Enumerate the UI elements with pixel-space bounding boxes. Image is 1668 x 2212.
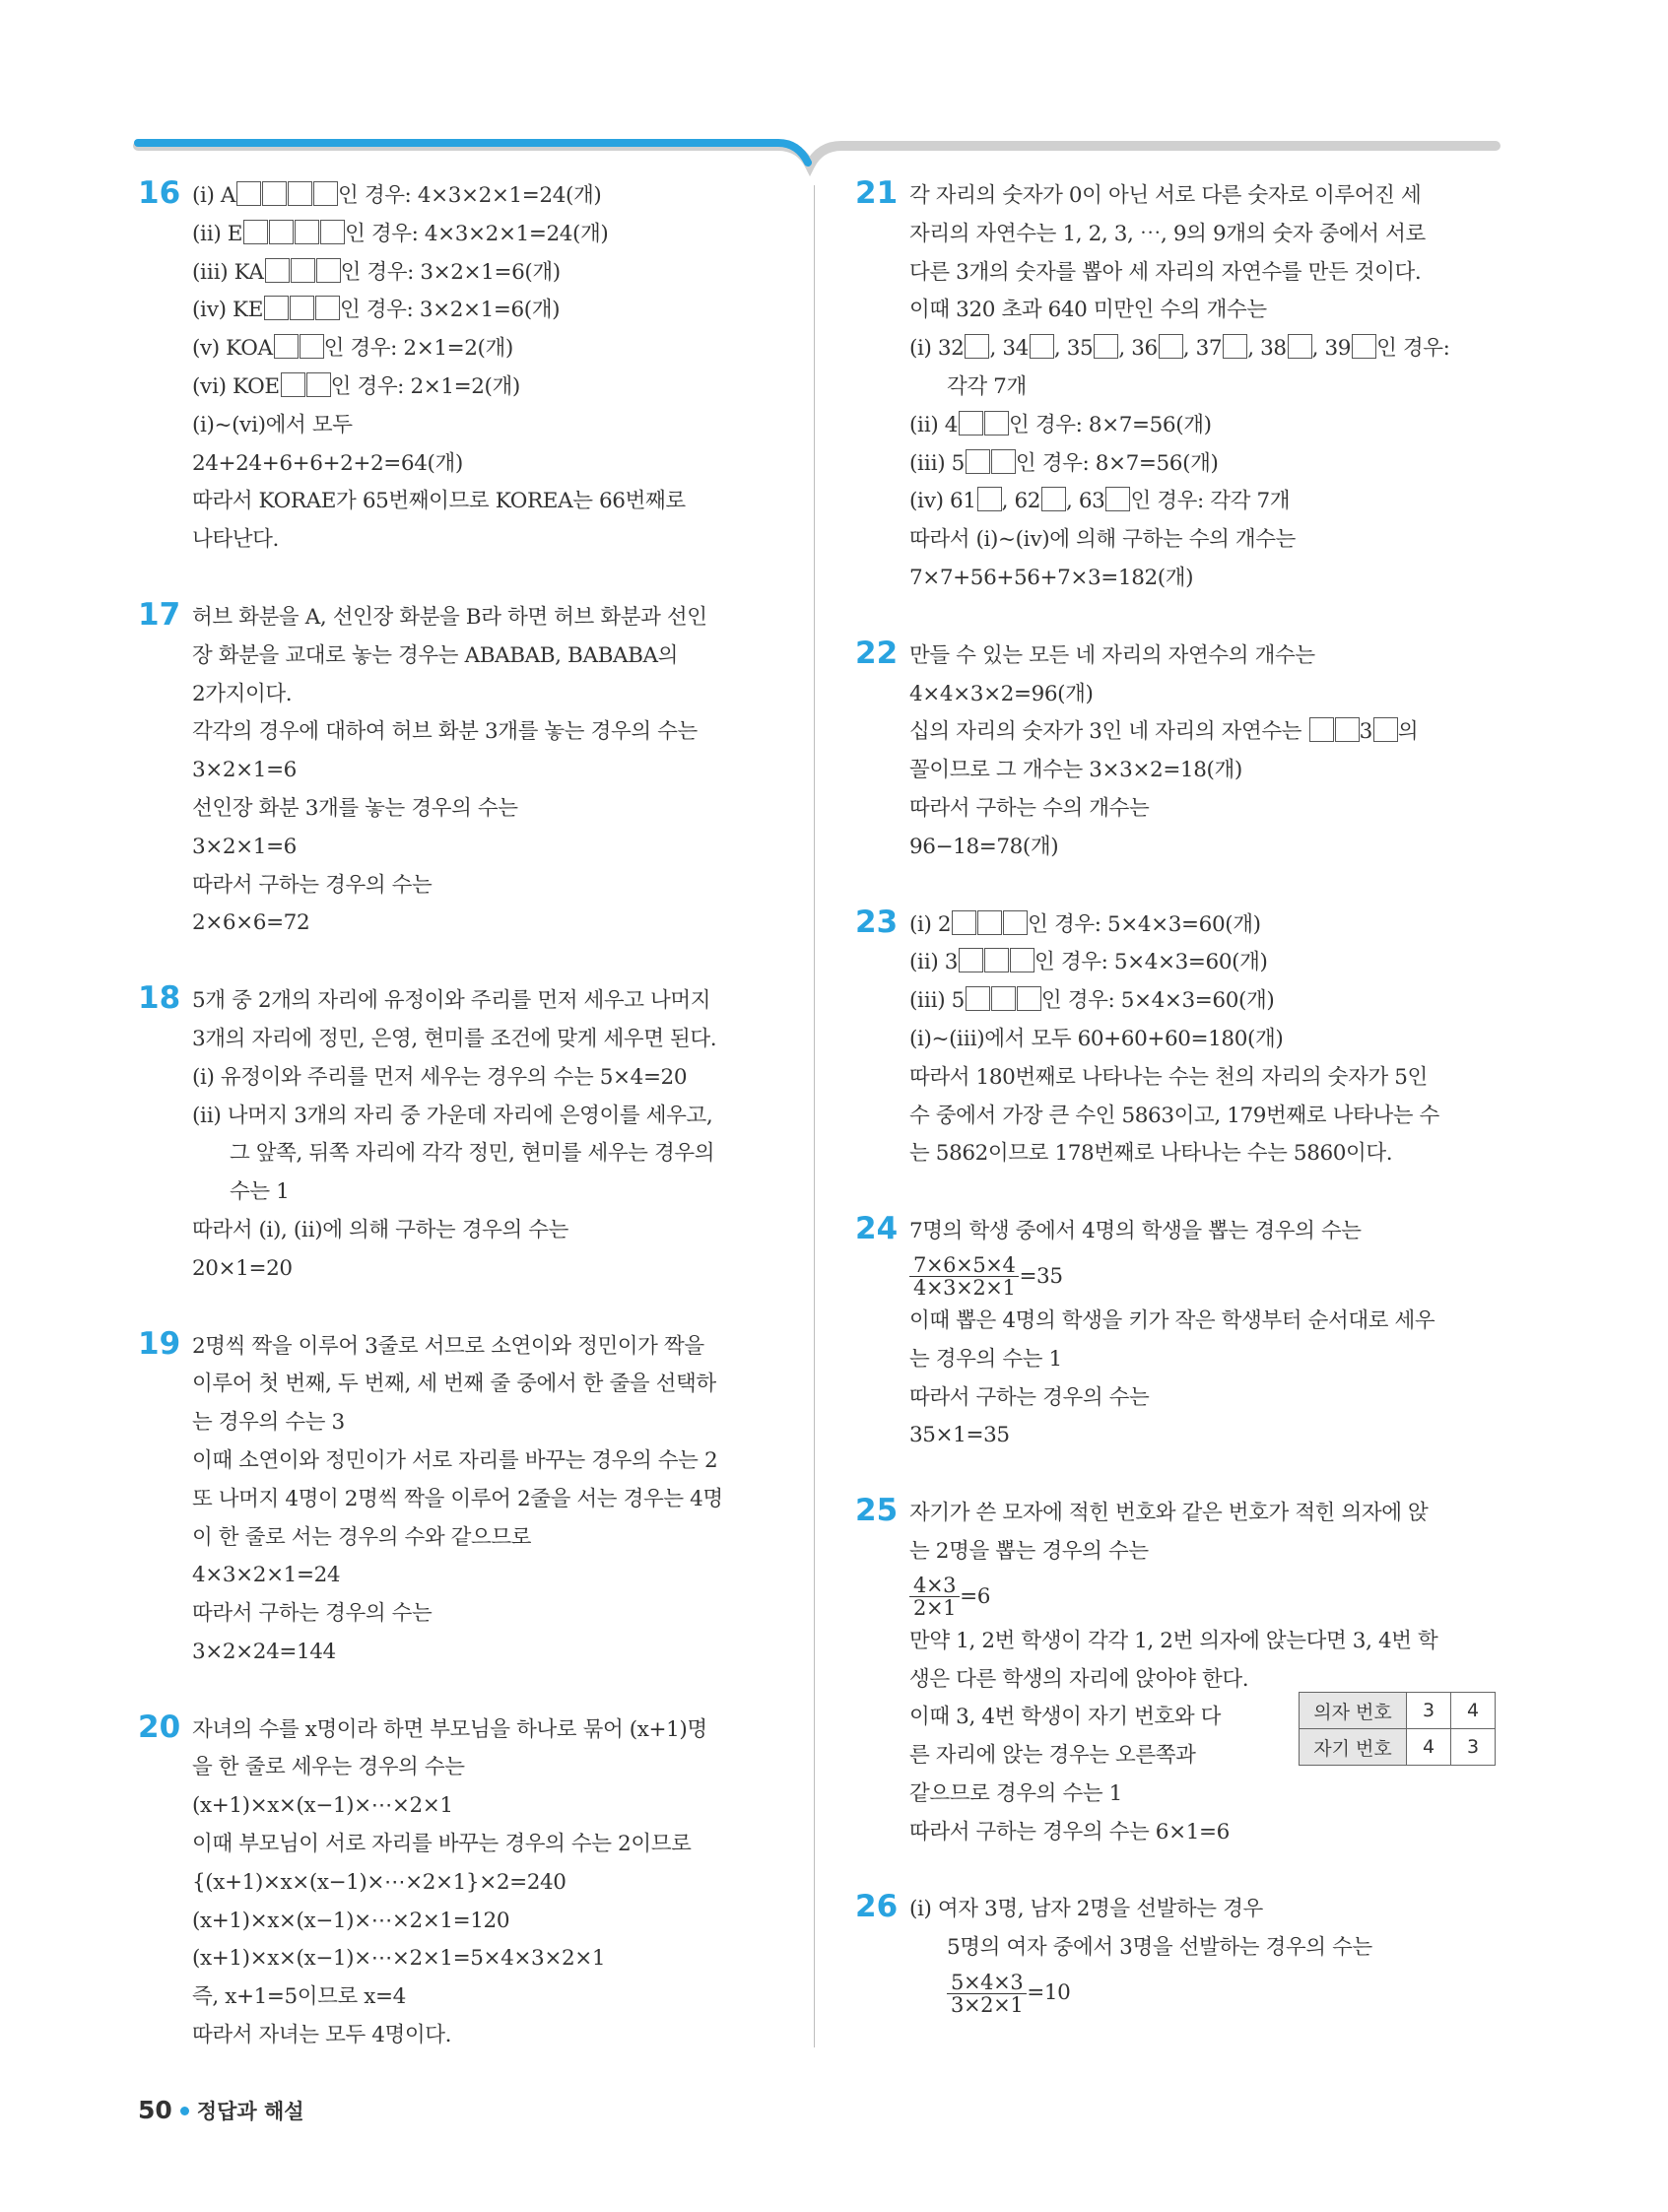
problem-22 — [855, 637, 1496, 867]
blank-box — [1288, 334, 1312, 359]
text-line — [192, 483, 778, 521]
text-span: (ⅵ) KOE — [192, 373, 280, 399]
text-span: 이때 부모님이 서로 자리를 바꾸는 경우의 수는 2이므로 — [192, 1832, 692, 1857]
text-span: 따라서 구하는 경우의 수는 6×1=6 — [909, 1819, 1230, 1844]
text-span: 같으므로 경우의 수는 1 — [909, 1780, 1122, 1806]
text-span: 인 경우: 4×3×2×1=24(개) — [338, 183, 602, 208]
text-line — [192, 407, 778, 445]
problem-number: 26 — [855, 1889, 899, 1925]
blank-box — [1094, 334, 1118, 359]
text-line — [192, 1903, 778, 1941]
seat-table — [1299, 1692, 1496, 1766]
blank-box — [952, 910, 976, 935]
text-span: 5개 중 2개의 자리에 유정이와 주리를 먼저 세우고 나머지 — [192, 988, 711, 1014]
text-span: 인 경우: 4×3×2×1=24(개) — [345, 221, 609, 246]
text-span: 수는 1 — [230, 1179, 290, 1205]
text-line — [192, 1519, 778, 1558]
text-line — [909, 752, 1496, 790]
column-divider — [814, 185, 815, 2047]
blank-box — [984, 411, 1009, 436]
blank-box — [1105, 487, 1130, 511]
numerator: 4×3 — [909, 1575, 960, 1597]
text-span: 장 화분을 교대로 놓는 경우는 ABABAB, BABABA의 — [192, 642, 678, 668]
blank-box — [264, 296, 289, 320]
text-line — [909, 944, 1496, 982]
fraction — [909, 1254, 1019, 1299]
text-span: 만약 1, 2번 학생이 각각 1, 2번 의자에 앉는다면 3, 4번 학 — [909, 1628, 1438, 1653]
text-span: (ⅲ) 5 — [909, 988, 965, 1014]
text-span: , 35 — [1053, 336, 1094, 362]
text-span: , 63 — [1066, 489, 1105, 514]
text-span: 3×2×1=6 — [192, 834, 297, 859]
problem-number: 20 — [138, 1709, 181, 1745]
text-line — [909, 1776, 1496, 1814]
text-line — [192, 369, 778, 407]
problem-number: 23 — [855, 904, 899, 940]
text-line — [192, 1481, 778, 1519]
text-line — [909, 445, 1496, 484]
text-line — [909, 982, 1496, 1021]
text-line — [192, 867, 778, 905]
text-span: 을 한 줄로 세우는 경우의 수는 — [192, 1755, 465, 1780]
blank-box — [966, 986, 990, 1011]
text-span: 3개의 자리에 정민, 은영, 현미를 조건에 맞게 세우면 된다. — [192, 1026, 717, 1051]
text-span: , 39 — [1311, 336, 1352, 362]
blank-box — [991, 449, 1016, 474]
text-span: 3×2×24=144 — [192, 1639, 336, 1664]
text-line — [909, 560, 1496, 598]
text-line — [909, 483, 1496, 521]
blank-box — [1017, 986, 1041, 1011]
denominator: 3×2×1 — [951, 1992, 1024, 2017]
text-line — [909, 1059, 1496, 1098]
text-span: 4×4×3×2=96(개) — [909, 681, 1094, 706]
header-decoration — [0, 0, 1668, 197]
text-span: (ⅱ) 4 — [909, 412, 959, 437]
blank-box — [236, 181, 261, 206]
blank-box — [288, 181, 312, 206]
text-span: (ⅰ) 유정이와 주리를 먼저 세우는 경우의 수는 5×4=20 — [192, 1064, 688, 1090]
blank-box — [1041, 487, 1066, 511]
problem-24 — [855, 1213, 1496, 1455]
text-line — [909, 177, 1496, 216]
text-line — [909, 1135, 1496, 1173]
text-line — [909, 1814, 1496, 1852]
text-span: 이때 소연이와 정민이가 서로 자리를 바꾸는 경우의 수는 2 — [192, 1447, 718, 1473]
problem-number: 22 — [855, 635, 899, 671]
blank-box — [262, 181, 287, 206]
text-line — [909, 1495, 1496, 1533]
text-span: 따라서 구하는 경우의 수는 — [192, 1601, 433, 1627]
text-span: 이 한 줄로 서는 경우의 수와 같으므로 — [192, 1524, 532, 1550]
blank-box — [1223, 334, 1247, 359]
text-line — [909, 829, 1496, 867]
text-span: 따라서 자녀는 모두 4명이다. — [192, 2023, 452, 2048]
table-cell: 4 — [1451, 1693, 1496, 1729]
text-span: 7명의 학생 중에서 4명의 학생을 뽑는 경우의 수는 — [909, 1219, 1362, 1244]
table-cell: 4 — [1407, 1729, 1451, 1766]
text-span: , 62 — [1001, 489, 1041, 514]
text-span: 인 경우: 3×2×1=6(개) — [340, 298, 561, 323]
text-span: 각 자리의 숫자가 0이 아닌 서로 다른 숫자로 이루어진 세 — [909, 183, 1422, 208]
text-line — [909, 1623, 1496, 1661]
text-line — [192, 445, 778, 484]
text-span: 자녀의 수를 x명이라 하면 부모님을 하나로 묶어 (x+1)명 — [192, 1716, 707, 1742]
text-span: (ⅴ) KOA — [192, 336, 273, 362]
text-line — [192, 1595, 778, 1634]
text-span: 5명의 여자 중에서 3명을 선발하는 경우의 수는 — [947, 1935, 1372, 1961]
blank-box — [316, 258, 341, 283]
text-line — [909, 790, 1496, 829]
text-span: 96−18=78(개) — [909, 834, 1059, 859]
text-span: 수 중에서 가장 큰 수인 5863이고, 179번째로 나타나는 수 — [909, 1103, 1439, 1128]
text-line — [909, 1417, 1496, 1455]
text-line — [909, 1533, 1496, 1572]
blank-box — [295, 220, 319, 244]
problem-25 — [855, 1495, 1496, 1851]
text-line — [192, 1978, 778, 2017]
text-line — [192, 637, 778, 676]
denominator: 4×3×2×1 — [913, 1276, 1016, 1301]
text-line — [192, 1557, 778, 1595]
text-span: , 36 — [1118, 336, 1158, 362]
blank-box — [959, 411, 983, 436]
text-span: 24+24+6+6+2+2=64(개) — [192, 450, 463, 476]
text-line — [909, 254, 1496, 293]
text-line — [192, 713, 778, 752]
text-span: 인 경우: 5×4×3=60(개) — [1028, 911, 1261, 937]
bullet-icon — [180, 2107, 189, 2115]
text-line — [192, 521, 778, 560]
blank-box — [977, 487, 1002, 511]
text-span: (ⅰ) A — [192, 183, 236, 208]
blank-box — [274, 334, 299, 359]
text-span: (x+1)×x×(x−1)×⋯×2×1 — [192, 1793, 453, 1819]
right-column — [855, 177, 1496, 2058]
text-line — [192, 829, 778, 867]
text-span: (ⅲ) KA — [192, 259, 264, 285]
denominator: 2×1 — [913, 1596, 957, 1621]
problem-number: 25 — [855, 1493, 899, 1529]
text-line — [909, 521, 1496, 560]
text-line — [909, 1251, 1496, 1303]
problem-18 — [138, 982, 778, 1288]
text-span: (ⅰ) 2 — [909, 911, 952, 937]
text-line — [909, 1303, 1496, 1341]
text-line — [192, 1634, 778, 1672]
text-line — [192, 216, 778, 254]
text-line — [909, 906, 1496, 945]
text-span: 따라서 구하는 경우의 수는 — [909, 1384, 1150, 1410]
text-span: 인 경우: — [1376, 336, 1450, 362]
footer-label: 정답과 해설 — [196, 2100, 304, 2123]
text-line — [192, 1212, 778, 1250]
text-span: 인 경우: 2×1=2(개) — [323, 336, 513, 362]
text-span: (ⅰ) 여자 3명, 남자 2명을 선발하는 경우 — [909, 1897, 1263, 1922]
text-line — [909, 292, 1496, 330]
text-line — [909, 1021, 1496, 1059]
text-line — [192, 752, 778, 790]
text-span: 20×1=20 — [192, 1255, 293, 1281]
blank-box — [1352, 334, 1376, 359]
blank-box — [243, 220, 268, 244]
text-line — [909, 1891, 1496, 1929]
text-span: (ⅱ) 나머지 3개의 자리 중 가운데 자리에 은영이를 세우고, — [192, 1103, 713, 1128]
text-span: (ⅳ) 61 — [909, 489, 976, 514]
text-line — [909, 1968, 1496, 2019]
problem-number: 17 — [138, 596, 181, 633]
text-line — [192, 1366, 778, 1404]
text-span: (x+1)×x×(x−1)×⋯×2×1=120 — [192, 1908, 510, 1933]
text-line — [192, 982, 778, 1021]
text-span: 따라서 180번째로 나타나는 수는 천의 자리의 숫자가 5인 — [909, 1064, 1428, 1090]
text-span: {(x+1)×x×(x−1)×⋯×2×1}×2=240 — [192, 1869, 567, 1895]
text-span: 는 경우의 수는 3 — [192, 1410, 345, 1436]
text-span: 2명씩 짝을 이루어 3줄로 서므로 소연이와 정민이가 짝을 — [192, 1333, 704, 1359]
text-line — [192, 790, 778, 829]
text-line — [909, 1572, 1496, 1623]
text-span: 각각의 경우에 대하여 허브 화분 3개를 놓는 경우의 수는 — [192, 719, 698, 745]
blank-box — [959, 948, 983, 972]
blank-box — [320, 220, 345, 244]
text-span: 3×2×1=6 — [192, 758, 297, 783]
text-span: 이루어 첫 번째, 두 번째, 세 번째 줄 중에서 한 줄을 선택하 — [192, 1372, 716, 1397]
blank-box — [265, 258, 290, 283]
text-span: 십의 자리의 숫자가 3인 네 자리의 자연수는 — [909, 719, 1308, 745]
text-span: 의 — [1397, 719, 1419, 745]
text-span: 인 경우: 5×4×3=60(개) — [1034, 950, 1268, 975]
text-line — [192, 1442, 778, 1481]
text-span: 자기가 쓴 모자에 적힌 번호와 같은 번호가 적힌 의자에 앉 — [909, 1501, 1429, 1526]
text-line — [192, 254, 778, 293]
page-footer — [138, 2096, 304, 2125]
text-line — [909, 407, 1496, 445]
text-span: 따라서 구하는 수의 개수는 — [909, 795, 1150, 821]
text-line — [909, 713, 1496, 752]
text-line — [192, 1864, 778, 1903]
blank-box — [1003, 910, 1028, 935]
text-span: 인 경우: 8×7=56(개) — [1009, 412, 1212, 437]
text-span: 7×7+56+56+7×3=182(개) — [909, 565, 1194, 590]
table-cell: 3 — [1407, 1693, 1451, 1729]
blank-box — [291, 258, 315, 283]
problem-number: 18 — [138, 980, 181, 1017]
text-span: 인 경우: 3×2×1=6(개) — [340, 259, 561, 285]
problem-17 — [138, 596, 778, 943]
blank-box — [306, 372, 331, 397]
blank-box — [1309, 717, 1334, 742]
text-line — [192, 676, 778, 714]
text-line — [192, 1749, 778, 1787]
text-line — [192, 905, 778, 943]
text-line — [909, 1341, 1496, 1379]
text-line — [192, 1021, 778, 1059]
problem-20 — [138, 1711, 778, 2055]
blank-box — [1030, 334, 1054, 359]
text-line — [909, 369, 1496, 407]
text-span: 생은 다른 학생의 자리에 앉아야 한다. — [909, 1666, 1249, 1692]
text-span: (ⅱ) E — [192, 221, 243, 246]
text-span: (x+1)×x×(x−1)×⋯×2×1=5×4×3×2×1 — [192, 1946, 606, 1972]
table-header-cell: 자기 번호 — [1300, 1729, 1407, 1766]
text-span: (ⅱ) 3 — [909, 950, 959, 975]
text-line — [192, 330, 778, 369]
text-span: 35×1=35 — [909, 1423, 1010, 1448]
problem-16 — [138, 177, 778, 560]
text-span: 4×3×2×1=24 — [192, 1563, 341, 1588]
text-line — [192, 1098, 778, 1136]
text-span: 른 자리에 앉는 경우는 오른쪽과 — [909, 1743, 1196, 1769]
fraction-result: =10 — [1027, 1980, 1071, 2006]
text-span: 3 — [1359, 719, 1372, 745]
problem-number: 24 — [855, 1211, 899, 1247]
text-span: (ⅰ)~(ⅲ)에서 모두 60+60+60=180(개) — [909, 1026, 1284, 1051]
blank-box — [1010, 948, 1034, 972]
problem-number: 19 — [138, 1325, 181, 1362]
text-line — [909, 637, 1496, 676]
table-cell: 3 — [1451, 1729, 1496, 1766]
text-span: 인 경우: 5×4×3=60(개) — [1040, 988, 1275, 1014]
text-span: 따라서 구하는 경우의 수는 — [192, 872, 433, 898]
text-span: 2×6×6=72 — [192, 910, 310, 936]
text-line — [192, 1328, 778, 1367]
blank-box — [290, 296, 314, 320]
text-span: 는 2명을 뽑는 경우의 수는 — [909, 1538, 1149, 1564]
text-span: 는 경우의 수는 1 — [909, 1346, 1062, 1372]
text-line — [909, 676, 1496, 714]
text-span: (ⅰ) 32 — [909, 336, 965, 362]
problem-23 — [855, 906, 1496, 1174]
text-line — [192, 1787, 778, 1826]
text-line — [192, 1173, 778, 1212]
blank-box — [991, 986, 1016, 1011]
blank-box — [269, 220, 294, 244]
blank-box — [984, 948, 1009, 972]
text-span: 그 앞쪽, 뒤쪽 자리에 각각 정민, 현미를 세우는 경우의 — [230, 1141, 715, 1167]
text-line — [192, 292, 778, 330]
blank-box — [281, 372, 305, 397]
text-span: 다른 3개의 숫자를 뽑아 세 자리의 자연수를 만든 것이다. — [909, 259, 1422, 285]
text-span: , 38 — [1247, 336, 1287, 362]
blank-box — [977, 910, 1002, 935]
text-line — [909, 330, 1496, 369]
text-line — [909, 216, 1496, 254]
fraction — [909, 1575, 960, 1619]
blank-box — [1335, 717, 1360, 742]
text-span: 또 나머지 4명이 2명씩 짝을 이루어 2줄을 서는 경우는 4명 — [192, 1486, 723, 1511]
left-column — [138, 177, 778, 2095]
text-span: , 34 — [989, 336, 1029, 362]
problem-number: 16 — [138, 175, 181, 211]
text-line — [192, 1059, 778, 1098]
fraction-result: =6 — [960, 1583, 991, 1609]
text-line — [192, 2017, 778, 2055]
text-span: 인 경우: 각각 7개 — [1130, 489, 1291, 514]
text-span: 인 경우: 2×1=2(개) — [330, 373, 520, 399]
text-span: 는 5862이므로 178번째로 나타나는 수는 5860이다. — [909, 1141, 1393, 1167]
problem-number: 21 — [855, 175, 899, 211]
numerator: 5×4×3 — [947, 1972, 1027, 1994]
text-span: 따라서 KORAE가 65번째이므로 KOREA는 66번째로 — [192, 489, 686, 514]
blank-box — [300, 334, 324, 359]
text-span: 허브 화분을 A, 선인장 화분을 B라 하면 허브 화분과 선인 — [192, 604, 707, 630]
page-number: 50 — [138, 2096, 172, 2124]
text-line — [909, 1213, 1496, 1251]
text-span: 각각 7개 — [947, 373, 1027, 399]
text-line — [192, 1404, 778, 1442]
text-span: 자리의 자연수는 1, 2, 3, ⋯, 9의 9개의 숫자 중에서 서로 — [909, 221, 1426, 246]
text-span: 나타난다. — [192, 527, 279, 553]
numerator: 7×6×5×4 — [909, 1254, 1019, 1277]
text-span: (ⅲ) 5 — [909, 450, 965, 476]
blank-box — [1373, 717, 1398, 742]
blank-box — [313, 181, 338, 206]
fraction-result: =35 — [1019, 1263, 1063, 1289]
text-line — [192, 1940, 778, 1978]
text-line — [909, 1379, 1496, 1418]
blank-box — [315, 296, 340, 320]
problem-26 — [855, 1891, 1496, 2019]
text-span: (ⅰ)~(ⅵ)에서 모두 — [192, 412, 353, 437]
fraction — [947, 1972, 1027, 2016]
text-line — [192, 599, 778, 637]
text-span: 이때 320 초과 640 미만인 수의 개수는 — [909, 298, 1267, 323]
text-line — [192, 1135, 778, 1173]
blank-box — [966, 449, 990, 474]
problem-19 — [138, 1325, 778, 1672]
text-span: 2가지이다. — [192, 681, 293, 706]
text-line — [192, 1711, 778, 1750]
text-line — [909, 1929, 1496, 1968]
text-span: 선인장 화분 3개를 놓는 경우의 수는 — [192, 795, 518, 821]
text-span: 꼴이므로 그 개수는 3×3×2=18(개) — [909, 758, 1242, 783]
text-span: (ⅳ) KE — [192, 298, 263, 323]
text-span: 따라서 (ⅰ), (ⅱ)에 의해 구하는 경우의 수는 — [192, 1217, 568, 1242]
problem-21 — [855, 177, 1496, 598]
text-span: 인 경우: 8×7=56(개) — [1015, 450, 1219, 476]
text-span: 즉, x+1=5이므로 x=4 — [192, 1984, 406, 2010]
blank-box — [965, 334, 989, 359]
text-span: , 37 — [1182, 336, 1223, 362]
blank-box — [1159, 334, 1183, 359]
text-line — [192, 1250, 778, 1289]
text-span: 이때 뽑은 4명의 학생을 키가 작은 학생부터 순서대로 세우 — [909, 1307, 1435, 1333]
text-line — [909, 1098, 1496, 1136]
text-span: 따라서 (ⅰ)~(ⅳ)에 의해 구하는 수의 개수는 — [909, 527, 1297, 553]
text-span: 이때 3, 4번 학생이 자기 번호와 다 — [909, 1705, 1222, 1730]
text-line — [192, 177, 778, 216]
text-span: 만들 수 있는 모든 네 자리의 자연수의 개수는 — [909, 642, 1315, 668]
table-header-cell: 의자 번호 — [1300, 1693, 1407, 1729]
text-line — [192, 1826, 778, 1864]
